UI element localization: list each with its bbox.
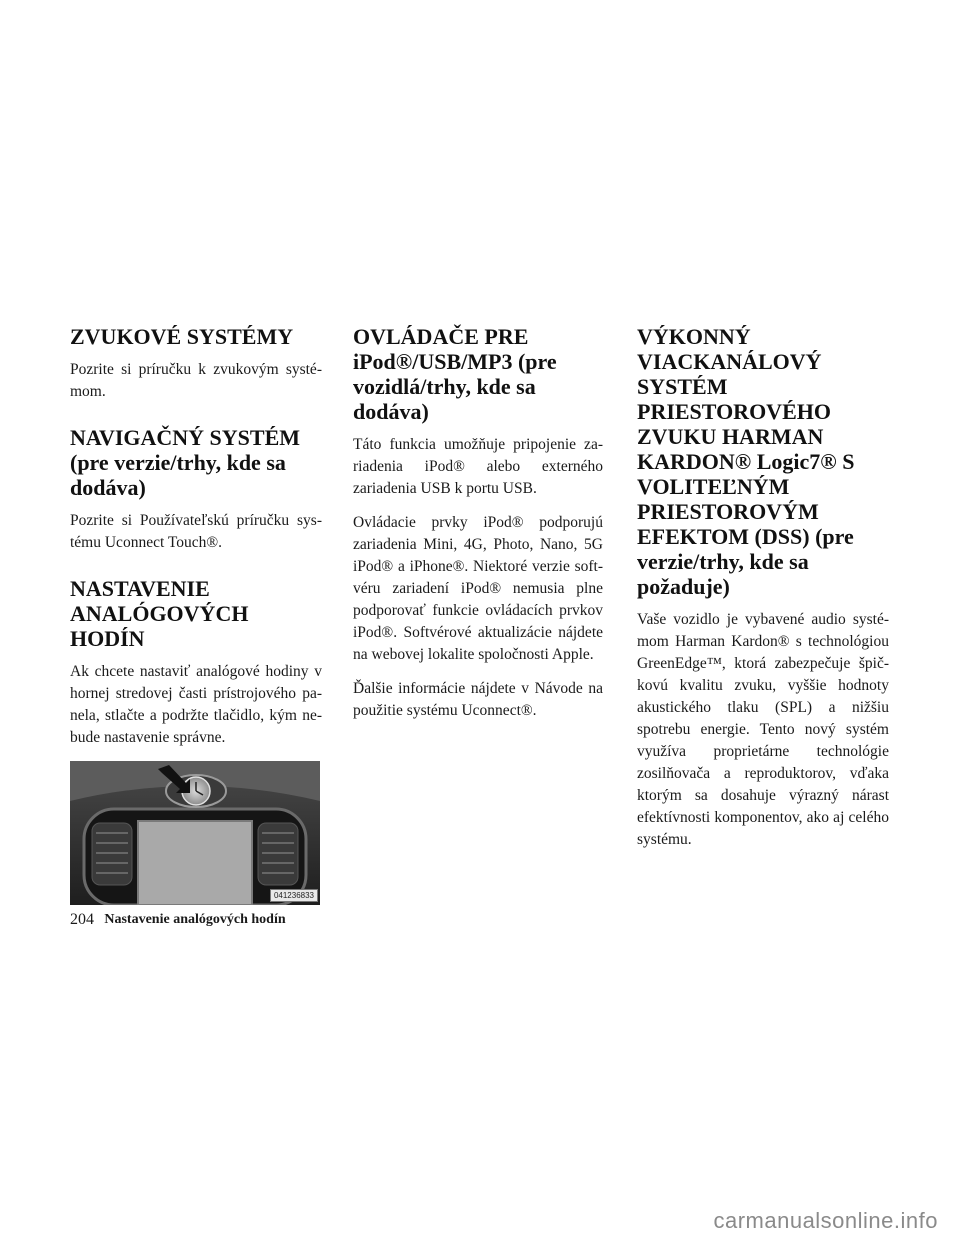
clock-figure xyxy=(70,761,320,905)
heading-harman-kardon: VÝKONNÝ VIACKANÁLOVÝ SYSTÉM PRIESTOROVÉHO ZVUKU HARMAN KARDON® Logic7® S VOLITEĽNÝM PRIESTOROVÝM EFEKTOM (DSS) (pre verzie/trhy, kde sa požaduje) xyxy=(637,324,855,599)
column-right xyxy=(637,324,889,863)
heading-ipod-controls: OVLÁDAČE PRE iPod®/USB/MP3 (pre vozidlá/trhy, kde sa dodáva) xyxy=(353,324,557,424)
paragraph-ipod-intro: Táto funkcia umožňuje pripojenie zariadenia iPod® alebo externého zariadenia USB k portu USB. xyxy=(353,436,603,497)
column-middle xyxy=(353,324,603,734)
figure-caption: Nastavenie analógových hodín xyxy=(104,912,286,927)
paragraph-ipod-more-info: Ďalšie informácie nájdete v Návode na použitie systému Uconnect®. xyxy=(353,680,603,719)
paragraph-analog-clock: Ak chcete nastaviť analógové hodiny v hornej stredovej časti prístrojového panela, stlačte a podržte tlačidlo, kým nebude nastavenie správne. xyxy=(70,663,322,746)
paragraph-navigation: Pozrite si Používateľskú príručku systému Uconnect Touch®. xyxy=(70,512,322,551)
heading-audio-systems: ZVUKOVÉ SYSTÉMY xyxy=(70,324,294,349)
dashboard-illustration xyxy=(70,761,320,905)
paragraph-ipod-support: Ovládacie prvky iPod® podporujú zariadenia Mini, 4G, Photo, Nano, 5G iPod® a iPhone®. Niektoré verzie softvéru zariadení iPod® nemusia plne podporovať funkcie ovládacích prvkov iPod®. Softvérové aktualizácie nájdete na webovej lokalite spoločnosti Apple. xyxy=(353,514,603,663)
watermark: carmanualsonline.info xyxy=(713,1208,938,1233)
figure-code: 041236833 xyxy=(270,889,318,902)
heading-analog-clock: NASTAVENIE ANALÓGOVÝCH HODÍN xyxy=(70,576,249,651)
paragraph-audio-systems: Pozrite si príručku k zvukovým systémom. xyxy=(70,361,322,400)
paragraph-harman-kardon: Vaše vozidlo je vybavené audio systémom Harman Kardon® s technológiou GreenEdge™, ktorá zabezpečuje špičkovú kvalitu zvuku, vyššie hodnoty akustického tlaku (SPL) a nižšiu spotrebu energie. Tento nový systém využíva proprietárne technológie zosilňovača a reproduktorov, vďaka ktorým sa dosahuje výrazný nárast efektívnosti komponentov, ako aj celého systému. xyxy=(637,611,889,848)
column-left xyxy=(70,324,322,928)
page-number: 204 xyxy=(70,911,94,928)
heading-navigation: NAVIGAČNÝ SYSTÉM (pre verzie/trhy, kde sa dodáva) xyxy=(70,425,301,500)
